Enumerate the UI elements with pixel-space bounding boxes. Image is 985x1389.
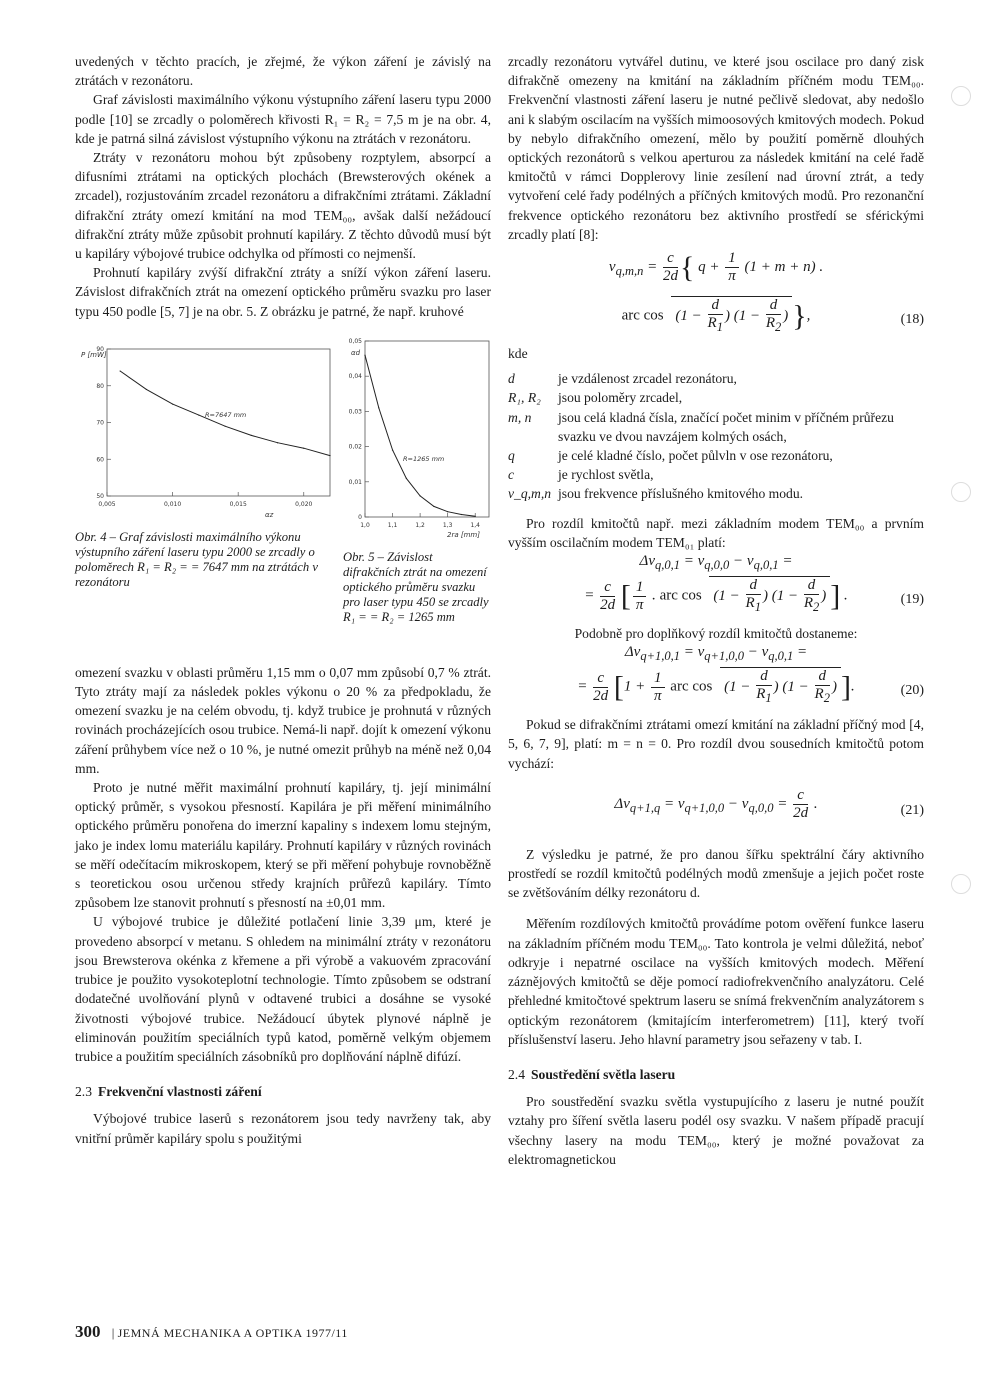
data-point — [303, 447, 304, 448]
figure-5 — [343, 331, 493, 625]
x-tick-label: 0,015 — [229, 500, 247, 508]
x-axis-label: αz — [265, 510, 274, 519]
page-footer — [75, 1322, 348, 1342]
x-tick-label: 1,3 — [442, 521, 453, 529]
definition-symbol: c — [508, 467, 515, 483]
symbol-definitions — [508, 369, 924, 503]
paragraph: Podobně pro doplňkový rozdíl kmitočtů dostaneme: — [574, 626, 858, 642]
definition-text: je rychlost světla, — [558, 467, 654, 483]
footer-divider: | — [111, 1325, 115, 1340]
section-number: 2.4 — [508, 1066, 525, 1082]
definition-row — [508, 388, 924, 407]
punch-hole — [951, 482, 971, 502]
data-point — [329, 455, 330, 456]
paragraph: Proto je nutné měřit maximální prohnutí kapiláry, tj. její minimální optický průměr, s vysokou přesností. Kapilára je při měření minimálního optického průměru ponořena do imerzní kapaliny s indexem lomu stejným, jako je index lomu materiálu kapiláry. Prohnutí kapiláry v různých rovinách se měří odečítacím mikroskopem, který se při měření pohybuje rovnoběžně s teoretickou osou určenou středy krajních průřezů kapiláry. Tímto způsobem lze stanovit prohnutí s přesností na ±0,01 mm. — [75, 780, 491, 911]
chart-fig4 — [75, 331, 337, 521]
equation-number: (19) — [900, 592, 924, 608]
y-tick-label: 0 — [358, 513, 362, 521]
y-tick-label: 70 — [96, 419, 104, 427]
data-point — [433, 506, 434, 507]
paragraph: Z výsledku je patrné, že pro danou šířku spektrální čáry aktivního prostředí se rozdíl kmitočtů podélných modů zmenšuje a jejich počet roste se zvětšováním délky rezonátoru d. — [508, 846, 924, 901]
punch-hole — [951, 874, 971, 894]
figure-4-caption: Obr. 4 – Graf závislosti maximálního výkonu výstupního záření laseru typu 2000 se zrcadly o poloměrech R₁ = R₂ = = 7647 mm na ztrátách v rezonátoru — [75, 530, 318, 590]
x-axis-label: 2ra [mm] — [447, 530, 480, 539]
definition-symbol: q — [508, 448, 515, 464]
x-tick-label: 0,005 — [98, 500, 116, 508]
definition-row — [508, 465, 924, 484]
left-column — [75, 52, 491, 1148]
right-column — [508, 52, 924, 1169]
figures-block — [75, 331, 491, 649]
paragraph: Výbojové trubice laserů s rezonátorem jsou tedy navrženy tak, aby vnitřní průměr kapiláry spolu s použitými — [75, 1111, 491, 1146]
paragraph: Pro soustředění svazku světla vystupujícího z laseru je nutné použít vztahy pro šíření světla laseru podél osy svazku. V našem případě pracují všechny lasery na modu TEM₀₀, který je možné považovat za elektromagnetickou — [508, 1094, 924, 1167]
definition-symbol: R₁, R₂ — [508, 390, 541, 406]
y-axis-label: P [mW] — [81, 350, 107, 359]
y-tick-label: 80 — [96, 382, 104, 390]
where-label: kde — [508, 346, 528, 362]
paragraph: U výbojové trubice je důležité potlačení linie 3,39 μm, které je provedeno absorpcí v metanu. S ohledem na minimální ztráty v rezonátoru jsou Brewsterova okénka z křemene a při výrobě a vakuovém zpracování trubice je použito vysokoteplotní technologie. Tímto způsobem se odstraní dodatečné uvolňování plynů v odtavené trubici a dosáhne se vysoké životnosti výbojové trubice. Nežádoucí úbytek plynové náplně je eliminován použitím speciálních typů katod, poměrně velkým objemem trubice a použitím speciálních zásobníků pro doplňování náplně difúzí. — [75, 914, 491, 1064]
data-point — [277, 442, 278, 443]
paragraph: Pro rozdíl kmitočtů např. mezi základním modem TEM₀₀ a prvním vyšším oscilačním modem TEM₀₁ platí: — [508, 515, 924, 550]
definition-text: je celé kladné číslo, počet půlvln v ose rezonátoru, — [558, 448, 833, 464]
paragraph: Ztráty v rezonátoru mohou být způsobeny rozptylem, absorpcí a difusními ztrátami na optických plochách (Brewsterových okének a zrcadel), rozjustováním zrcadel rezonátoru a difrakčními ztrátami. Základní difrakční ztráty omezí kmitání na mod TEM₀₀, avšak další nežádoucí difrakční ztráty může způsobit prohnutí kapiláry. Z těchto důvodů musí být u kapiláry výbojové trubice odchylka od přímosti co nejmenší. — [75, 150, 491, 262]
x-tick-label: 0,020 — [295, 500, 313, 508]
y-tick-label: 0,01 — [348, 478, 362, 486]
paragraph: Prohnutí kapiláry zvýší difrakční ztráty a sníží výkon záření laseru. Závislost difrakčních ztrát na omezení optického průměru svazku pro laser typu 450 podle [5, 7] je na obr. 5. Z obrázku je patrné, že např. kruhové — [75, 265, 491, 319]
definition-text: je vzdálenost zrcadel rezonátoru, — [558, 371, 737, 387]
y-tick-label: 0,04 — [348, 373, 362, 381]
y-tick-label: 0,02 — [348, 443, 362, 451]
data-point — [198, 414, 199, 415]
paragraph: Pokud se difrakčními ztrátami omezí kmitání na základní příčný mod [4, 5, 6, 7, 9], platí: m = n = 0. Pro rozdíl dvou sousedních kmitočtů potom vychází: — [508, 717, 924, 771]
y-tick-label: 0,03 — [348, 408, 362, 416]
paragraph: uvedených v těchto pracích, je zřejmé, že výkon záření je závislý na ztrátách v rezonátoru. — [75, 54, 491, 89]
definition-text: jsou celá kladná čísla, značící počet minim v příčném průřezu svazku ve dvou navzájem kolmých osách, — [558, 409, 894, 444]
data-point — [120, 370, 121, 371]
definition-row — [508, 369, 924, 388]
data-point — [447, 511, 448, 512]
section-title: Soustředění světla laseru — [531, 1066, 676, 1082]
data-point — [251, 435, 252, 436]
paragraph: Graf závislosti maximálního výkonu výstupního záření laseru typu 2000 podle [10] se zrcadly o poloměrech křivosti R₁ = R₂ = 7,5 m je na obr. 4, kde je patrná silná závislost výstupního výkonu na ztrátách v rezonátoru. — [75, 92, 491, 146]
series-line — [365, 355, 475, 516]
data-point — [172, 403, 173, 404]
definition-symbol: d — [508, 371, 515, 387]
data-point — [364, 354, 365, 355]
y-axis-label: αd — [351, 348, 361, 357]
definition-text: jsou poloměry zrcadel, — [558, 390, 683, 406]
equation-18-line2: arc cos (1 − $\frac{d}{R_1}$ ) (1 − $\frac{d}{R_2}$ ) }, (18) — [621, 297, 924, 335]
definition-symbol: m, n — [508, 409, 532, 425]
chart-fig5 — [343, 331, 493, 541]
section-number: 2.3 — [75, 1084, 92, 1100]
y-tick-label: 90 — [96, 345, 104, 353]
data-point — [475, 516, 476, 517]
equation-19-line1: $\Delta\nu_{q,0,1} = \nu_{q,0,0} - \nu_{q,0,1}$ = — [639, 553, 793, 573]
equation-21: $\Delta\nu_{q+1,q} = \nu_{q+1,0,0} - \nu_{q,0,0}$ = $\frac{c}{2d}$ . (21) — [614, 786, 924, 821]
y-tick-label: 50 — [96, 492, 104, 500]
data-point — [392, 449, 393, 450]
x-tick-label: 1,4 — [470, 521, 480, 529]
equation-18-line1: $\nu_{q,m,n}$ = $\frac{c}{2d}$ { q + $\frac{1}{\pi}$ (1 + m + n) . — [608, 250, 824, 285]
journal-name: JEMNÁ MECHANIKA A OPTIKA 1977/11 — [117, 1326, 348, 1340]
equation-number: (21) — [900, 802, 924, 818]
figure-5-caption: Obr. 5 – Závislost difrakčních ztrát na omezení optického průměru svazku pro laser typu 450 se zrcadly R₁ = = R₂ = 1265 mm — [343, 550, 489, 625]
definition-text: jsou frekvence příslušného kmitového modu. — [558, 486, 804, 502]
x-tick-label: 1,2 — [415, 521, 425, 529]
plot-frame — [107, 349, 330, 496]
data-point — [224, 425, 225, 426]
curve-annotation: R=1265 mm — [403, 454, 445, 463]
equation-number: (18) — [900, 312, 924, 328]
page-number: 300 — [75, 1322, 101, 1341]
curve-annotation: R=7647 mm — [205, 410, 247, 419]
equation-number: (20) — [900, 683, 924, 699]
y-tick-label: 60 — [96, 456, 104, 464]
data-point — [420, 495, 421, 496]
paragraph: zrcadly rezonátoru vytvářel dutinu, ve které jsou oscilace pro daný zisk difrakčně omezeny na kmitání na základním příčném modu TEM₀₀. Frekvenční vlastnosti záření laseru je nutné pečlivě sledovat, aby nedošlo ani k slabým oscilacím na vyšších mimoosových kmitových modech. Pokud by nebylo difrakčního omezení, mělo by použití poměrně dlouhých optických rezonátorů s velkou aperturou za následek kmitání na celé řadě kmitočtů v rámci Dopplerovy linie zesílení nad úrovní ztrát, a tedy vytvoření celé řady podélných a příčných kmitových modů. Pro rezonanční frekvence optického rezonátoru bez aktivního prostředí se sférickými zrcadly platí [8]: — [508, 54, 924, 242]
y-tick-label: 0,05 — [348, 337, 362, 345]
x-tick-label: 1,1 — [387, 521, 398, 529]
data-point — [378, 407, 379, 408]
equation-20-line1: $\Delta\nu_{q+1,0,1} = \nu_{q+1,0,0} - \nu_{q,0,1}$ = — [624, 644, 808, 664]
x-tick-label: 0,010 — [163, 500, 182, 508]
figure-4 — [75, 331, 337, 590]
definition-symbol: ν_q,m,n — [508, 486, 552, 502]
section-heading — [508, 1065, 924, 1084]
paragraph: Měřením rozdílových kmitočtů provádíme potom ověření funkce laseru na základním příčném modu TEM₀₀. Tato kontrola je velmi důležitá, neboť odkryje i nepatrné oscilace na vyšších kmitových modech. Měření záznějových kmitočtů se děje pomocí radiofrekvenčního analyzátoru. Celé přehledné kmitočtové spektrum laseru se snímá frekvenčním analyzátorem s optickým rezonátorem (kmitajícím interferometrem) [11], který tvoří příslušenství laseru. Jeho hlavní parametry jsou seřazeny v tab. I. — [508, 916, 924, 1047]
data-point — [146, 389, 147, 390]
data-point — [461, 514, 462, 515]
equation-20-line2: = $\frac{c}{2d}$ [1 + $\frac{1}{\pi}$ arc cos (1 − $\frac{d}{R_1}$ ) (1 − $\frac{d}{R_2}$ ) ]. (20) — [577, 668, 924, 706]
section-heading — [75, 1082, 491, 1101]
definition-row — [508, 446, 924, 465]
data-point — [406, 478, 407, 479]
plot-frame — [365, 341, 489, 517]
punch-hole — [951, 86, 971, 106]
equation-19-line2: = $\frac{c}{2d}$ [ $\frac{1}{\pi}$ . arc cos (1 − $\frac{d}{R_1}$ ) (1 − $\frac{d}{R_2}$ ) ] . (19) — [584, 577, 924, 615]
definition-row — [508, 408, 924, 446]
paragraph: omezení svazku v oblasti průměru 1,15 mm o 0,07 mm způsobí 0,7 % ztrát. Tyto ztráty mají za následek pokles výkonu o 20 % za předpokladu, že omezení svazku je na celém obvodu, tj. když trubice je prohnutá v různých rovinách procházejících osou trubice. Nemá-li např. dojít k omezení výkonu záření průhybem více než o 10 %, je nutné omezit průhyb na méně než 0,04 mm. — [75, 664, 491, 776]
section-title: Frekvenční vlastnosti záření — [98, 1084, 262, 1100]
definition-row — [508, 484, 924, 503]
x-tick-label: 1,0 — [360, 521, 370, 529]
